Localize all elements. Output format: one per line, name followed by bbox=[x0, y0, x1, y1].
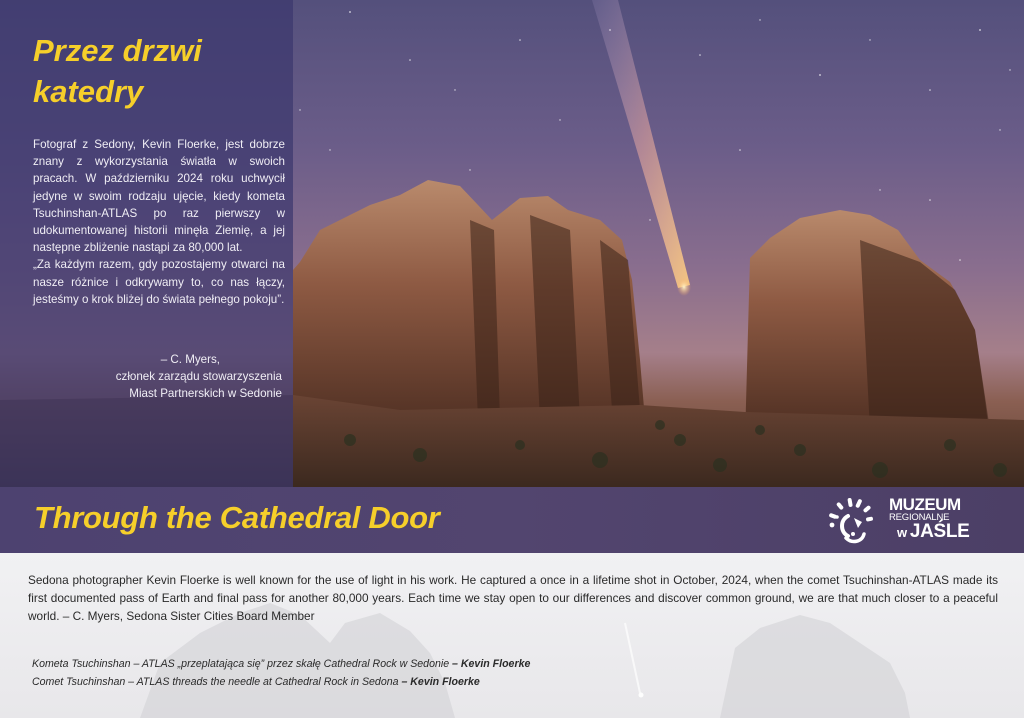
logo-line-regionalne: REGIONALNE bbox=[889, 512, 950, 523]
polish-title-line1: Przez drzwi bbox=[33, 33, 202, 68]
attribution-role-line2: Miast Partnerskich w Sedonie bbox=[129, 387, 282, 401]
caption-polish bbox=[32, 655, 732, 673]
caption-polish-credit: – Kevin Floerke bbox=[452, 658, 531, 670]
english-body-text: Sedona photographer Kevin Floerke is well known for the use of light in his work. He captured a once in a lifetime shot in October, 2024, when the comet Tsuchinshan-ATLAS made its first documented pass of Earth and final pass for another 80,000 years. Each time we stay open to our differences and discover common ground, we are that much closer to a peaceful world. – C. Myers, Sedona Sister Cities Board Member bbox=[28, 573, 998, 623]
polish-quote: „Za każdym razem, gdy pozostajemy otwarci na nasze różnice i odkrywamy to, co nas łączy, jesteśmy o krok bliżej do świata pełnego pokoju”. bbox=[33, 258, 285, 306]
logo-prefix-w: w bbox=[897, 524, 907, 540]
attribution-role-line1: członek zarządu stowarzyszenia bbox=[115, 370, 282, 384]
logo-wordmark bbox=[889, 496, 970, 541]
caption-english bbox=[32, 673, 732, 691]
caption-polish-text: Kometa Tsuchinshan – ATLAS „przeplatająca się” przez skałę Cathedral Rock w Sedonie bbox=[32, 658, 453, 670]
sun-face-logo-icon bbox=[828, 496, 880, 546]
polish-attribution bbox=[60, 351, 282, 403]
polish-body-text bbox=[33, 136, 285, 308]
attribution-name: – C. Myers, bbox=[160, 353, 220, 366]
caption-english-credit: – Kevin Floerke bbox=[401, 676, 480, 688]
polish-title bbox=[33, 30, 283, 112]
english-title: Through the Cathedral Door bbox=[34, 500, 440, 535]
photo-captions bbox=[32, 655, 732, 691]
caption-english-text: Comet Tsuchinshan – ATLAS threads the needle at Cathedral Rock in Sedona bbox=[32, 676, 402, 688]
logo-line-muzeum: MUZEUM bbox=[889, 495, 961, 514]
logo-jasle-text: JAŚLE bbox=[909, 520, 970, 542]
museum-logo bbox=[828, 494, 988, 546]
logo-line-jasle bbox=[897, 522, 970, 541]
polish-title-line2: katedry bbox=[33, 74, 144, 109]
polish-paragraph: Fotograf z Sedony, Kevin Floerke, jest dobrze znany z wykorzystania światła w swoich pracach. W październiku 2024 roku uchwycił jedyne w swoim rodzaju ujęcie, kiedy kometa Tsuchinshan-ATLAS po raz pierwszy w udokumentowanej historii minęła Ziemię, a jej następne zbliżenie nastąpi za 80,000 lat. bbox=[33, 138, 285, 255]
